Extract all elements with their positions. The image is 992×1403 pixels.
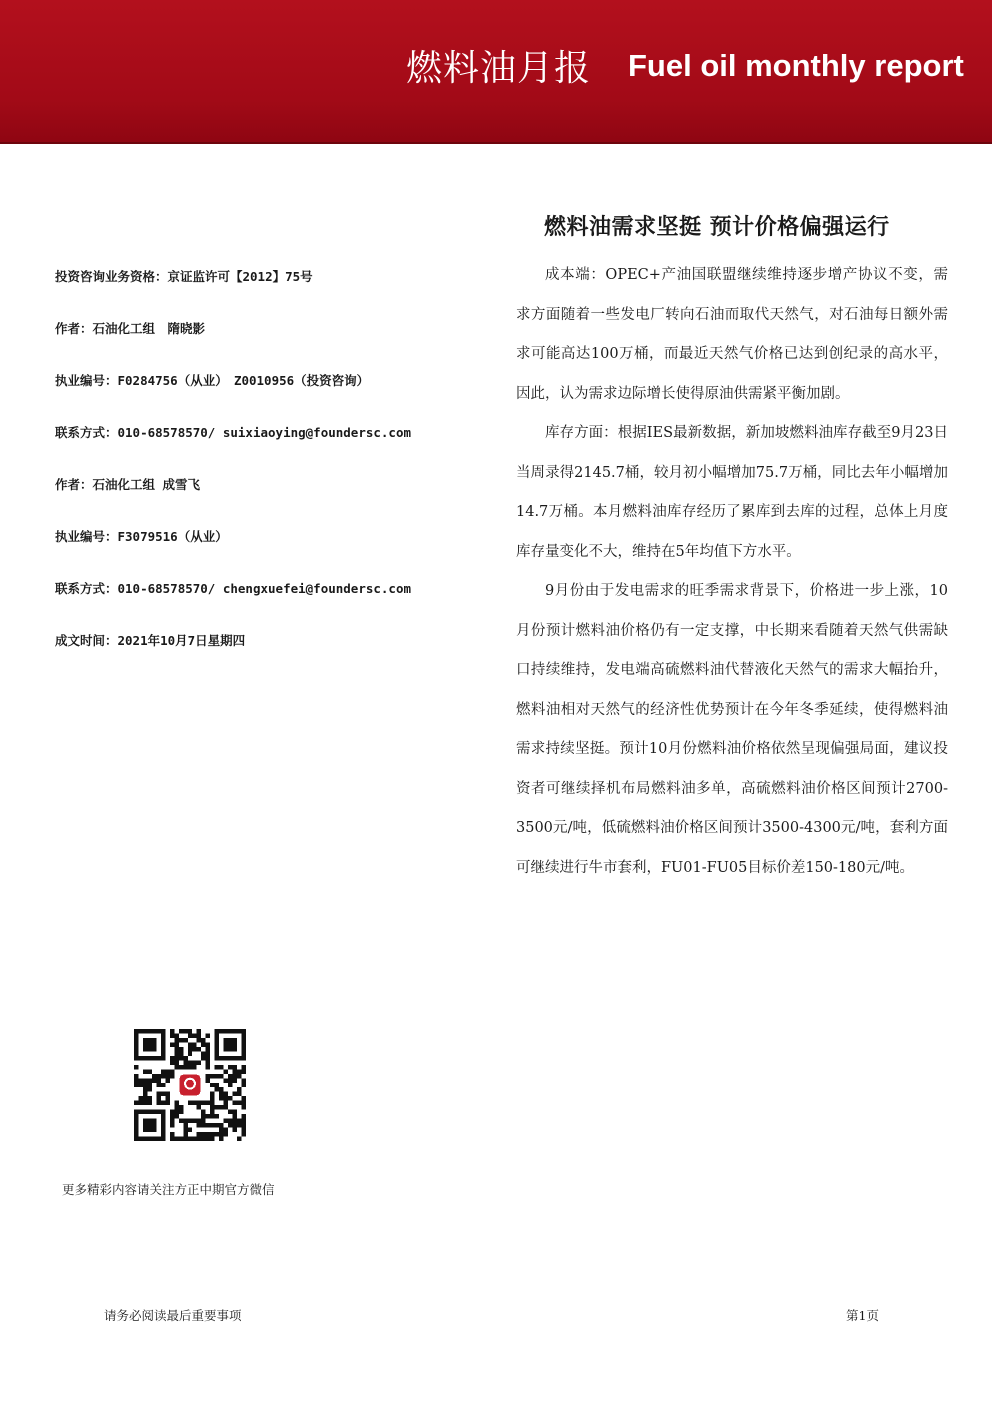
contact-line: 联系方式：010-68578570/ chengxuefei@foundersc.com (55, 581, 411, 596)
author-info (55, 266, 475, 682)
paragraph-outlook: 9月份由于发电需求的旺季需求背景下，价格进一步上涨，10月份预计燃料油价格仍有一定支撑，中长期来看随着天然气供需缺口持续维持，发电端高硫燃料油代替液化天然气的需求大幅抬升，燃料油相对天然气的经济性优势预计在今年冬季延续，使得燃料油需求持续坚挺。预计10月份燃料油价格依然呈现偏强局面，建议投资者可继续择机布局燃料油多单，高硫燃料油价格区间预计2700-3500元/吨，低硫燃料油价格区间预计3500-4300元/吨，套利方面可继续进行牛市套利，FU01-FU05目标价差150-180元/吨。 (516, 583, 948, 876)
article-headline: 燃料油需求坚挺 预计价格偏强运行 (544, 215, 890, 240)
footer-notice: 请务必阅读最后重要事项 (104, 1308, 242, 1323)
page-number: 第1页 (846, 1308, 879, 1323)
report-title-en: Fuel oil monthly report (628, 48, 964, 83)
author-line: 作者：石油化工组 成雪飞 (55, 477, 201, 492)
qualification-line: 投资咨询业务资格：京证监许可【2012】75号 (55, 269, 313, 284)
paragraph-cost: 成本端：OPEC+产油国联盟继续维持逐步增产协议不变，需求方面随着一些发电厂转向石油而取代天然气，对石油每日额外需求可能高达100万桶，而最近天然气价格已达到创纪录的高水平，因此，认为需求边际增长使得原油供需紧平衡加剧。 (516, 267, 948, 402)
license-line: 执业编号：F0284756（从业） Z0010956（投资咨询） (55, 373, 370, 388)
paragraph-inventory: 库存方面：根据IES最新数据，新加坡燃料油库存截至9月23日当周录得2145.7桶，较月初小幅增加75.7万桶，同比去年小幅增加14.7万桶。本月燃料油库存经历了累库到去库的过程，总体上月度库存量变化不大，维持在5年均值下方水平。 (516, 425, 948, 560)
report-title-cn: 燃料油月报 (406, 48, 592, 89)
author-line: 作者：石油化工组 隋晓影 (55, 321, 206, 336)
qr-caption: 更多精彩内容请关注方正中期官方微信 (62, 1182, 275, 1197)
article-body (516, 256, 948, 888)
date-line: 成文时间：2021年10月7日星期四 (55, 633, 246, 648)
header-banner (0, 0, 992, 144)
contact-line: 联系方式：010-68578570/ suixiaoying@foundersc.com (55, 425, 411, 440)
qr-code (134, 1029, 246, 1141)
license-line: 执业编号：F3079516（从业） (55, 529, 228, 544)
